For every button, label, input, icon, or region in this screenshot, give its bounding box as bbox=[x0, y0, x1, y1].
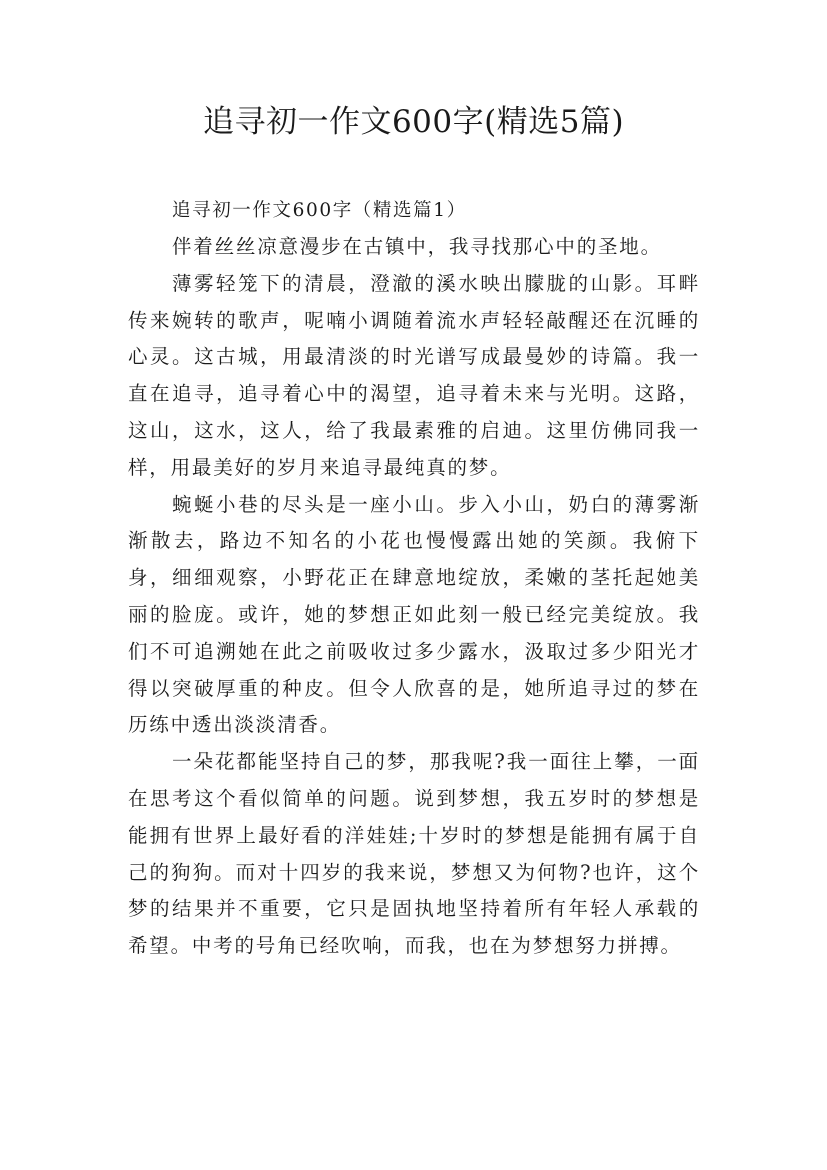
section-heading: 追寻初一作文600字（精选篇1） bbox=[172, 200, 467, 221]
paragraph-4: 一朵花都能坚持自己的梦，那我呢?我一面往上攀，一面在思考这个看似简单的问题。说到梦想，我五岁时的梦想是能拥有世界上最好看的洋娃娃;十岁时的梦想是能拥有属于自己的狗狗。而对十四岁的我来说，梦想又为何物?也许，这个梦的结果并不重要，它只是固执地坚持着所有年轻人承载的希望。中考的号角已经吹响，而我，也在为梦想努力拼搏。 bbox=[128, 750, 700, 958]
document-body bbox=[128, 193, 700, 965]
paragraph-2: 薄雾轻笼下的清晨，澄澈的溪水映出朦胧的山影。耳畔传来婉转的歌声，呢喃小调随着流水声轻轻敲醒还在沉睡的心灵。这古城，用最清淡的时光谱写成最曼妙的诗篇。我一直在追寻，追寻着心中的渴望，追寻着未来与光明。这路，这山，这水，这人，给了我最素雅的启迪。这里仿佛同我一样，用最美好的岁月来追寻最纯真的梦。 bbox=[128, 271, 700, 479]
paragraph-1: 伴着丝丝凉意漫步在古镇中，我寻找那心中的圣地。 bbox=[172, 235, 662, 258]
paragraph-3: 蜿蜒小巷的尽头是一座小山。步入小山，奶白的薄雾渐渐散去，路边不知名的小花也慢慢露出她的笑颜。我俯下身，细细观察，小野花正在肆意地绽放，柔嫩的茎托起她美丽的脸庞。或许，她的梦想正如此刻一般已经完美绽放。我们不可追溯她在此之前吸收过多少露水，汲取过多少阳光才得以突破厚重的种皮。但令人欣喜的是，她所追寻过的梦在历练中透出淡淡清香。 bbox=[128, 492, 700, 737]
document-title: 追寻初一作文600字(精选5篇) bbox=[202, 104, 625, 140]
